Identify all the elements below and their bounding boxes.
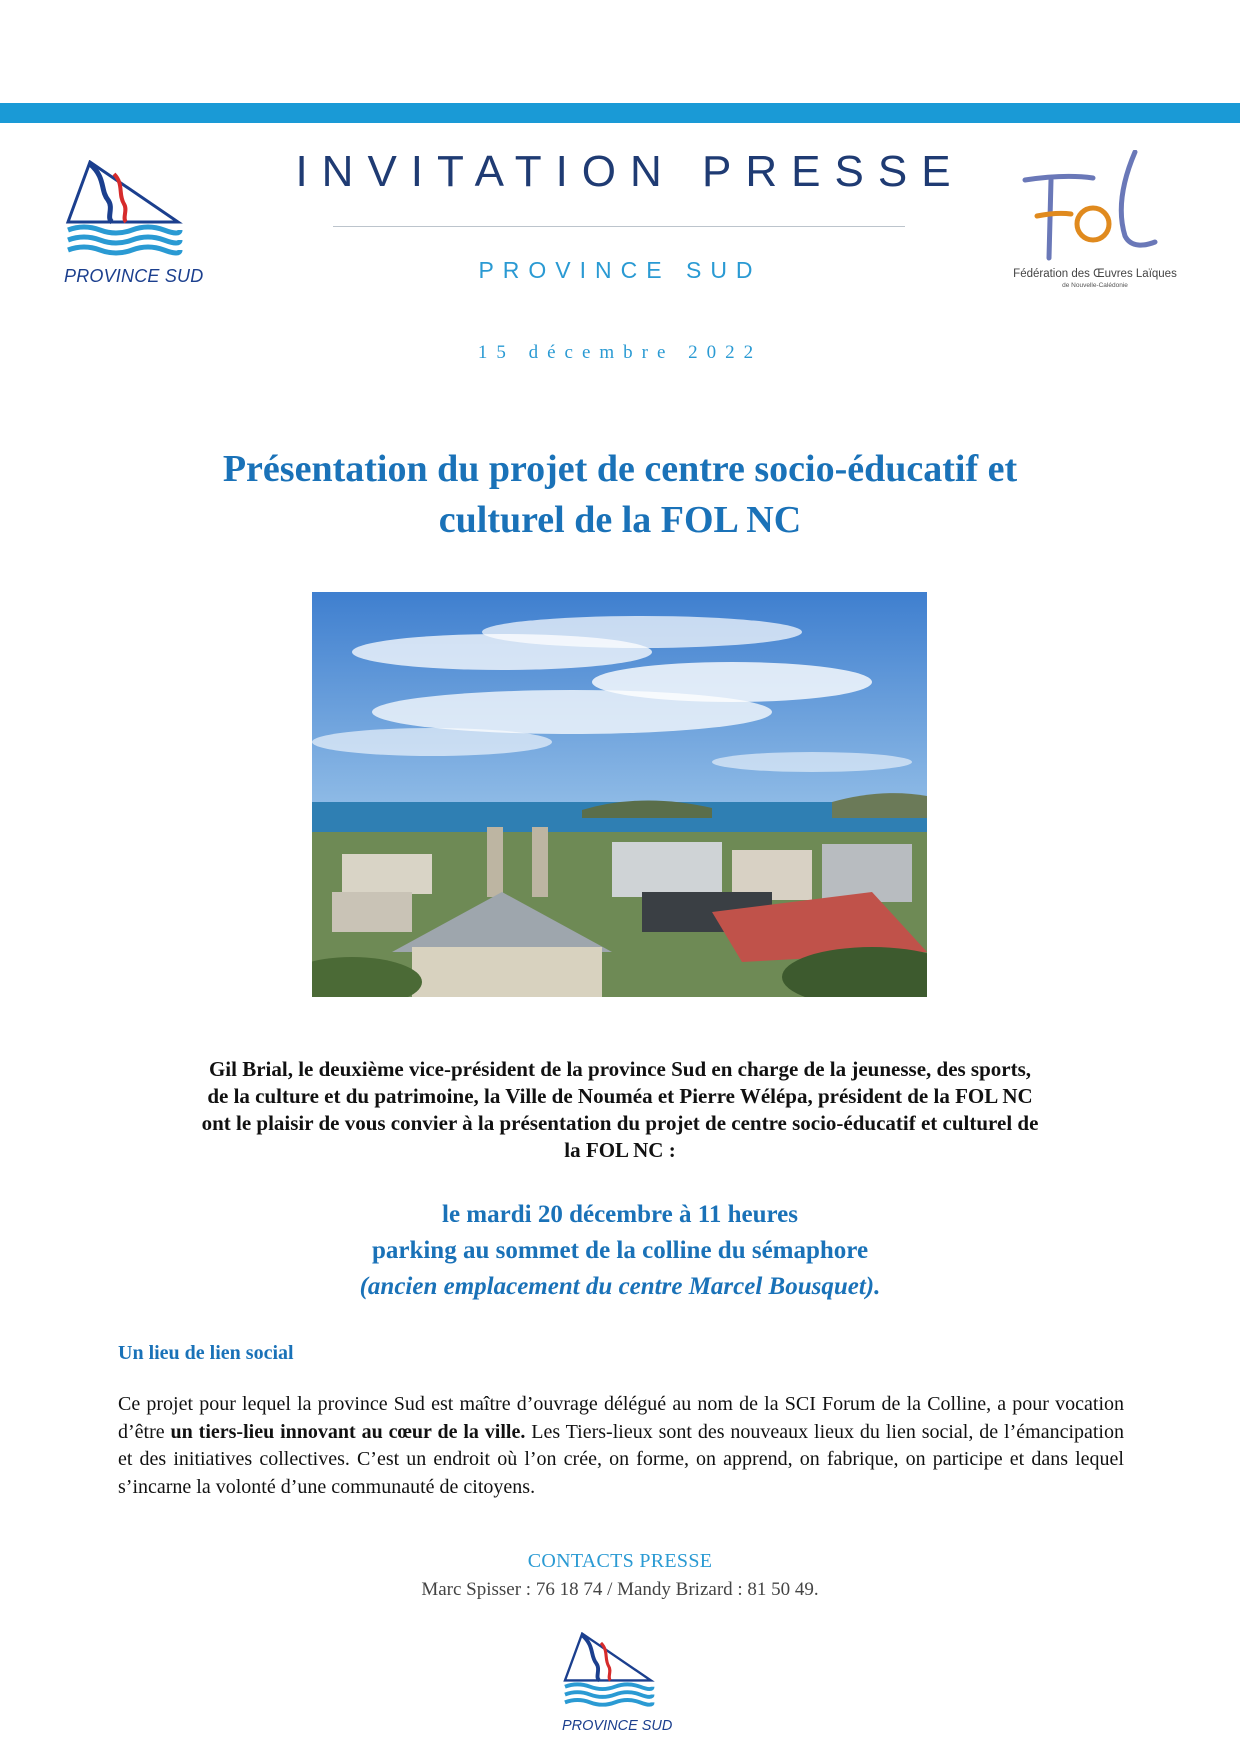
title-line: Présentation du projet de centre socio-éducatif et bbox=[222, 448, 1018, 490]
event-note: (ancien emplacement du centre Marcel Bousquet). bbox=[359, 1273, 881, 1300]
noumea-cityscape-photo bbox=[312, 592, 927, 997]
header-divider bbox=[333, 226, 905, 227]
fol-logo bbox=[1005, 150, 1185, 290]
body-text-part1: Ce projet pour lequel la province Sud est maître d’ouvrage délégué au nom de la SCI Forum de la Colline, a pour vocation d’être bbox=[118, 1393, 1124, 1443]
header-subtitle: PROVINCE SUD bbox=[478, 257, 762, 283]
intro-line: ont le plaisir de vous convier à la présentation du projet de centre socio-éducatif et culturel de bbox=[201, 1111, 1039, 1135]
title-line: culturel de la FOL NC bbox=[438, 499, 802, 541]
body-text-bold: un tiers-lieu innovant au cœur de la ville. bbox=[170, 1420, 526, 1443]
fol-logo-icon bbox=[1005, 150, 1185, 262]
cityscape-illustration bbox=[312, 592, 927, 997]
body-paragraph bbox=[118, 1391, 1124, 1501]
section-heading: Un lieu de lien social bbox=[118, 1342, 294, 1364]
footer-province-sud-logo bbox=[560, 1632, 673, 1737]
contacts-label: CONTACTS PRESSE bbox=[527, 1550, 713, 1572]
province-sud-logo-label: PROVINCE SUD bbox=[64, 266, 204, 286]
event-details bbox=[180, 1197, 1060, 1305]
header-title: INVITATION PRESSE bbox=[295, 147, 965, 196]
contacts-line: Marc Spisser : 76 18 74 / Mandy Brizard : 81 50 49. bbox=[421, 1579, 819, 1600]
intro-line: de la culture et du patrimoine, la Ville de Nouméa et Pierre Wélépa, président de la FOL NC bbox=[207, 1084, 1033, 1108]
fol-logo-region: de Nouvelle-Calédonie bbox=[1062, 282, 1128, 289]
intro-line: la FOL NC : bbox=[564, 1138, 676, 1162]
document-title bbox=[130, 444, 1110, 546]
event-when: le mardi 20 décembre à 11 heures bbox=[442, 1201, 798, 1228]
fol-logo-name: Fédération des Œuvres Laïques bbox=[1013, 268, 1177, 280]
top-accent-bar bbox=[0, 103, 1240, 123]
document-date: 15 décembre 2022 bbox=[477, 342, 763, 363]
footer-logo-label: PROVINCE SUD bbox=[562, 1718, 673, 1734]
province-sud-logo bbox=[62, 160, 202, 290]
intro-line: Gil Brial, le deuxième vice-président de la province Sud en charge de la jeunesse, des sports, bbox=[208, 1057, 1032, 1081]
province-sud-logo-icon bbox=[62, 160, 202, 270]
intro-paragraph bbox=[110, 1056, 1130, 1164]
footer-logo-icon bbox=[560, 1632, 670, 1718]
body-text-part2: Les Tiers-lieux sont des nouveaux lieux du lien social, de l’émancipation et des initiatives collectives. C’est un endroit où l’on crée, on forme, on apprend, on fabrique, on participe et dans lequel s’incarne la volonté d’une communauté de citoyens. bbox=[118, 1420, 1124, 1498]
event-where: parking au sommet de la colline du sémaphore bbox=[371, 1237, 869, 1264]
